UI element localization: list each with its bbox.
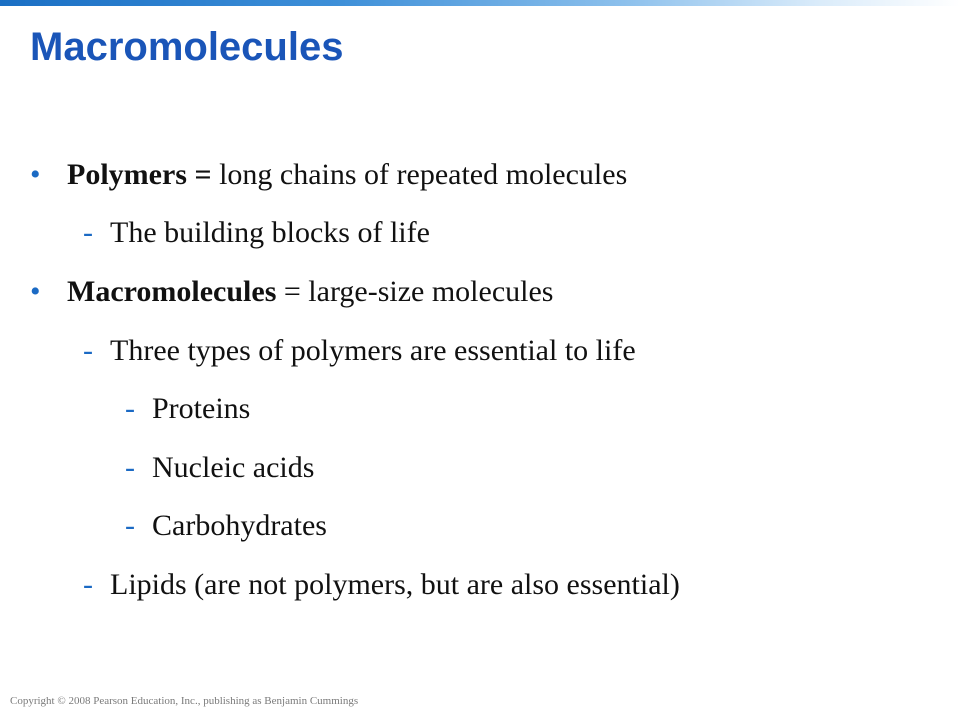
list-item-text [67,274,553,310]
list-item-text: Three types of polymers are essential to life [110,334,636,367]
dash-marker: - [125,509,135,542]
dash-marker: - [83,568,93,601]
list-item-text: Proteins [152,392,251,425]
bullet-marker: • [30,275,41,308]
term-polymers: Polymers = [67,158,212,191]
list-item-text [67,157,627,193]
definition-macromolecules: = large-size molecules [276,275,554,308]
copyright-notice: Copyright © 2008 Pearson Education, Inc., publishing as Benjamin Cummings [10,695,359,707]
list-item-text: The building blocks of life [110,216,430,249]
header-accent-bar [0,0,960,6]
list-item-text: Lipids (are not polymers, but are also essential) [110,568,680,601]
dash-marker: - [125,451,135,484]
bullet-marker: • [30,158,41,191]
dash-marker: - [83,334,93,367]
list-item-text: Nucleic acids [152,451,315,484]
term-macromolecules: Macromolecules [67,275,277,308]
slide-title: Macromolecules [30,25,344,69]
list-item-text: Carbohydrates [152,509,327,542]
definition-polymers: long chains of repeated molecules [211,158,628,191]
dash-marker: - [83,216,93,249]
dash-marker: - [125,392,135,425]
